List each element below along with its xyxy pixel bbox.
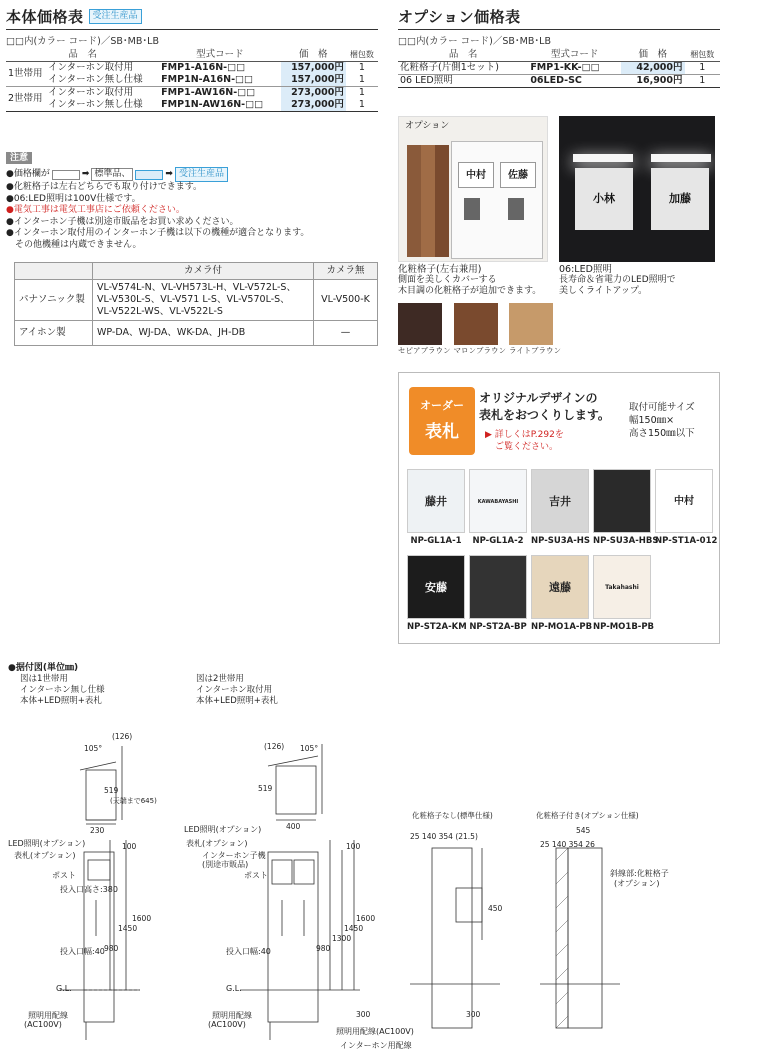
dim-450: 450 <box>488 904 503 913</box>
dim-230: 230 <box>90 826 105 835</box>
swatch-chip <box>509 303 553 345</box>
intercom-unit <box>464 198 480 220</box>
order-headline-2: 表札をおつくりします。 <box>479 408 610 422</box>
main-price-table <box>6 49 378 112</box>
order-badge-bottom: 表札 <box>425 422 459 442</box>
caption-line: インターホン取付用 <box>196 685 273 695</box>
side-view-title: 化粧格子なし(標準仕様) <box>412 811 493 820</box>
order-badge <box>409 387 475 455</box>
lattice-panel <box>407 145 421 257</box>
compatible-intercom-table <box>14 262 378 346</box>
side-view-2-title: 化粧格子付き(オプション仕様) <box>536 811 639 820</box>
lattice-panel <box>421 145 435 257</box>
nameplate-label: NP-MO1B-PB <box>593 622 655 632</box>
option-price-table <box>398 49 720 88</box>
row-name: インターホン無し仕様 <box>48 74 143 85</box>
made-to-order-badge: 受注生産品 <box>89 9 142 24</box>
led-light <box>573 154 633 162</box>
nameplate-sample <box>531 469 589 546</box>
dim-1600-b: 1600 <box>356 914 376 923</box>
label-post-2: ポスト <box>244 871 268 880</box>
led-photo <box>559 116 715 262</box>
label-led: LED照明(オプション) <box>8 839 86 848</box>
row-price: 273,000円 <box>281 99 346 112</box>
dim-1450-b: 1450 <box>344 924 364 933</box>
dim-100: 100 <box>122 842 137 851</box>
dim-100-b: 100 <box>346 842 361 851</box>
row-code: FMP1-KK-□□ <box>530 62 600 73</box>
row-qty: 1 <box>699 75 706 86</box>
label-plate-2: 表札(オプション) <box>186 839 248 848</box>
maker-name: アイホン製 <box>15 321 93 346</box>
header-code: 型式コード <box>528 49 621 62</box>
nameplate-tile: KAWABAYASHI <box>469 469 527 533</box>
label-intercom-sub: (別途市販品) <box>202 860 249 869</box>
model-without-camera: — <box>314 321 378 346</box>
side-view-dims: 25 140 354 (21.5) <box>410 832 478 841</box>
note-line-warning: ●電気工事は電気工事店にご依頼ください。 <box>6 205 185 215</box>
order-headline-1: オリジナルデザインの <box>479 391 598 405</box>
label-gl: G.L. <box>56 984 72 993</box>
model-list-line: WP-DA、WJ-DA、WK-DA、JH-DB <box>93 321 314 346</box>
lattice-panel <box>435 145 449 257</box>
note-line: その他機種は内蔵できません。 <box>6 239 142 250</box>
nameplate-tile <box>593 469 651 533</box>
dim-980-b: 980 <box>316 944 331 953</box>
label-lighting-wiring: 照明用配線(AC100V) <box>336 1027 414 1036</box>
mailbox-body <box>451 141 543 259</box>
caption-line: 図は1世帯用 <box>20 674 68 684</box>
row-qty: 1 <box>358 62 365 73</box>
swatch-chip <box>398 303 442 345</box>
nameplate: 加藤 <box>651 168 709 230</box>
table-row <box>6 74 378 87</box>
front-view-body-2 <box>268 852 318 1022</box>
header-price: 価 格 <box>281 49 346 62</box>
group-label: 1世帯用 <box>6 62 46 87</box>
dim-300: 300 <box>356 1010 371 1019</box>
swatch <box>509 303 561 356</box>
row-price: 273,000円 <box>281 87 346 100</box>
nameplate-sample <box>469 555 527 632</box>
dim-1300: 1300 <box>332 934 352 943</box>
nameplate-sample <box>593 555 655 632</box>
header-with-camera: カメラ付 <box>93 263 314 280</box>
nameplate-label: NP-ST2A-BP <box>469 622 527 632</box>
dim-1450: 1450 <box>118 924 138 933</box>
row-price: 42,000円 <box>621 62 685 75</box>
top-view-body <box>86 770 119 820</box>
nameplate-label: NP-ST2A-KM <box>407 622 467 632</box>
dim-105: 105° <box>84 744 103 753</box>
header-name: 品 名 <box>398 49 528 62</box>
lattice-caption-line: 側面を美しくカバーする <box>398 275 497 285</box>
dim-519: 519 <box>104 786 119 795</box>
label-slot-width: 投入口幅:40 <box>60 947 105 956</box>
size-title: 取付可能サイズ <box>629 402 695 413</box>
side-view-body-2 <box>568 848 602 1028</box>
legend-standard-box <box>52 170 80 180</box>
label-intercom: インターホン子機 <box>202 851 266 860</box>
lid-line <box>80 762 116 770</box>
nameplate: 佐藤 <box>500 162 536 188</box>
table-row <box>15 321 378 346</box>
order-link-2: ご覧ください。 <box>495 442 559 452</box>
dim-1600: 1600 <box>132 914 152 923</box>
row-qty: 1 <box>358 74 365 85</box>
row-qty: 1 <box>358 99 365 110</box>
lattice-caption <box>398 264 541 297</box>
label-slot-height: 投入口高さ:380 <box>60 885 118 894</box>
lattice-caption-title: 化粧格子(左右兼用) <box>398 264 482 275</box>
header-qty: 梱包数 <box>685 49 720 62</box>
nameplate-tile: 安藤 <box>407 555 465 619</box>
row-code: FMP1-AW16N-□□ <box>161 87 256 98</box>
option-price-title: オプション価格表 <box>398 8 521 26</box>
nameplate-sample <box>655 469 718 546</box>
nameplate: 小林 <box>575 168 633 230</box>
label-gl-2: G.L. <box>226 984 242 993</box>
order-size-info <box>629 401 695 440</box>
nameplate-sample <box>593 469 659 546</box>
note-line: ●化粧格子は左右どちらでも取り付けできます。 <box>6 182 203 192</box>
swatch-label: マロンブラウン <box>453 346 506 355</box>
label-post: ポスト <box>52 871 76 880</box>
label-plate: 表札(オプション) <box>14 851 76 860</box>
nameplate-label: NP-GL1A-1 <box>410 536 462 546</box>
dim-105-b: 105° <box>300 744 319 753</box>
option-callout: オプション <box>405 121 450 131</box>
label-wiring-2: 照明用配線 <box>212 1011 252 1020</box>
row-name: 化粧格子(片側1セット) <box>400 62 499 73</box>
table-row <box>6 62 378 75</box>
color-codes: □□内(カラー コード)／SB･MB･LB <box>6 36 159 47</box>
dim-519-b: 519 <box>258 784 273 793</box>
color-swatches <box>398 303 561 356</box>
label-wiring-ac-2: (AC100V) <box>208 1020 246 1029</box>
model-without-camera: VL-V500-K <box>314 280 378 321</box>
group-label: 2世帯用 <box>8 93 43 104</box>
nameplate-tile <box>469 555 527 619</box>
header-price: 価 格 <box>621 49 685 62</box>
front-view-body <box>84 852 114 1022</box>
legend-order-box <box>135 170 163 180</box>
nameplate-tile: 中村 <box>655 469 713 533</box>
nameplate-sample <box>407 555 465 632</box>
note-line: ●06:LED照明は100V仕様です。 <box>6 193 141 204</box>
caption-line: 図は2世帯用 <box>196 674 244 684</box>
nameplate-label: NP-MO1A-PB <box>531 622 593 632</box>
notes-section <box>6 150 309 251</box>
lattice-photo <box>398 116 548 262</box>
model-list-line: VL-V574L-N、VL-VH573L-H、VL-V572L-S、 <box>97 282 296 293</box>
nameplate-label: NP-GL1A-2 <box>472 536 524 546</box>
row-name: インターホン取付用 <box>48 87 134 98</box>
led-caption-line: 長寿命＆省電力のLED照明で <box>559 275 676 285</box>
header-qty: 梱包数 <box>346 49 378 62</box>
row-code: 06LED-SC <box>530 75 582 86</box>
side-view-body <box>432 848 472 1028</box>
table-row <box>6 87 378 100</box>
lattice-caption-line: 木目調の化粧格子が追加できます。 <box>398 286 542 296</box>
side-view-2-dims: 25 140 354 26 <box>540 840 595 849</box>
row-code: FMP1-A16N-□□ <box>161 62 246 73</box>
row-name: 06 LED照明 <box>400 75 453 86</box>
table-header <box>6 49 378 62</box>
label-intercom-wiring: インターホン用配線 <box>340 1041 412 1050</box>
main-price-section <box>6 6 378 112</box>
label-wiring: 照明用配線 <box>28 1011 68 1020</box>
nameplate-tile: 遠藤 <box>531 555 589 619</box>
nameplate-tile: 藤井 <box>407 469 465 533</box>
order-nameplate-box <box>398 372 720 644</box>
legend-text-b: 標準品、 <box>91 168 133 182</box>
label-slot-width-2: 投入口幅:40 <box>226 947 271 956</box>
swatch-label: ライトブラウン <box>509 346 562 355</box>
row-qty: 1 <box>358 87 365 98</box>
legend-text-a: ●価格欄が <box>6 168 50 179</box>
row-name: インターホン無し仕様 <box>48 99 143 110</box>
table-row <box>6 99 378 112</box>
row-name: インターホン取付用 <box>48 62 134 73</box>
row-code: FMP1N-A16N-□□ <box>161 74 253 85</box>
header-maker <box>15 263 93 280</box>
order-badge-top: オーダー <box>420 399 464 412</box>
notes-tag: 注意 <box>6 152 32 164</box>
row-price: 16,900円 <box>636 75 683 86</box>
lattice-note: 斜線部:化粧格子 <box>610 869 669 878</box>
dim-980: 980 <box>104 944 119 953</box>
side-view-2-width: 545 <box>576 826 591 835</box>
lattice-note-2: (オプション) <box>614 879 660 888</box>
row-price: 157,000円 <box>281 74 346 87</box>
table-header <box>15 263 378 280</box>
top-view-body-2 <box>276 766 316 814</box>
label-led-2: LED照明(オプション) <box>184 825 262 834</box>
caption-line: インターホン無し仕様 <box>20 685 105 695</box>
caption-line: 本体+LED照明+表札 <box>196 696 278 706</box>
nameplate-tile: 吉井 <box>531 469 589 533</box>
dim-126-b: (126) <box>264 742 285 751</box>
model-list-line: VL-V522L-WS、VL-V522L-S <box>97 306 223 317</box>
lattice-hatch <box>556 848 568 1028</box>
table-row <box>15 280 378 321</box>
dim-400: 400 <box>286 822 301 831</box>
model-list-line: VL-V530L-S、VL-V571 L-S、VL-V570L-S、 <box>97 294 290 305</box>
size-width: 幅150㎜× <box>629 415 675 426</box>
nameplate-sample <box>531 555 593 632</box>
nameplate: 中村 <box>458 162 494 188</box>
table-row <box>398 75 720 88</box>
note-line: ●インターホン子機は別途市販品をお買い求めください。 <box>6 216 239 227</box>
order-link-1[interactable]: ▶ 詳しくはP.292を <box>485 430 564 440</box>
nameplate-label: NP-SU3A-HS <box>531 536 591 546</box>
table-row <box>398 62 720 75</box>
header-without-camera: カメラ無 <box>314 263 378 280</box>
swatch <box>398 303 451 356</box>
intercom-unit <box>508 198 524 220</box>
led-caption-title: 06:LED照明 <box>559 264 612 275</box>
led-caption-line: 美しくライトアップ。 <box>559 286 648 296</box>
nameplate-label: NP-ST1A-012 <box>655 536 718 546</box>
nameplate-tile: Takahashi <box>593 555 651 619</box>
nameplate-sample <box>407 469 465 546</box>
row-qty: 1 <box>699 62 706 73</box>
label-wiring-ac: (AC100V) <box>24 1020 62 1029</box>
nameplate-label: NP-SU3A-HBS <box>593 536 659 546</box>
swatch-chip <box>454 303 498 345</box>
arrow-icon: ➡ <box>81 168 90 179</box>
note-line: ●インターホン取付用のインターホン子機は以下の機種が適合となります。 <box>6 228 310 238</box>
drawing-heading: ●据付図(単位㎜) <box>8 663 79 673</box>
header-name: 品 名 <box>6 49 159 62</box>
caption-line: 本体+LED照明+表札 <box>20 696 102 706</box>
dim-126: (126) <box>112 732 133 741</box>
header-code: 型式コード <box>159 49 281 62</box>
dim-300-side: 300 <box>466 1010 481 1019</box>
size-height: 高さ150㎜以下 <box>629 428 695 439</box>
maker-name: パナソニック製 <box>15 280 93 321</box>
option-price-section <box>398 6 720 88</box>
swatch <box>454 303 507 356</box>
led-light <box>651 154 711 162</box>
nameplate-sample <box>469 469 527 546</box>
notes-legend <box>6 167 309 182</box>
led-caption <box>559 264 676 297</box>
dim-645: (天端まで645) <box>110 797 157 805</box>
legend-text-c: 受注生産品 <box>175 167 228 182</box>
swatch-label: セピアブラウン <box>398 346 451 355</box>
row-code: FMP1N-AW16N-□□ <box>161 99 264 110</box>
main-price-title: 本体価格表 <box>6 8 84 26</box>
row-price: 157,000円 <box>281 62 346 75</box>
option-color-codes: □□内(カラー コード)／SB･MB･LB <box>398 36 551 47</box>
arrow-icon: ➡ <box>165 168 173 179</box>
table-header <box>398 49 720 62</box>
